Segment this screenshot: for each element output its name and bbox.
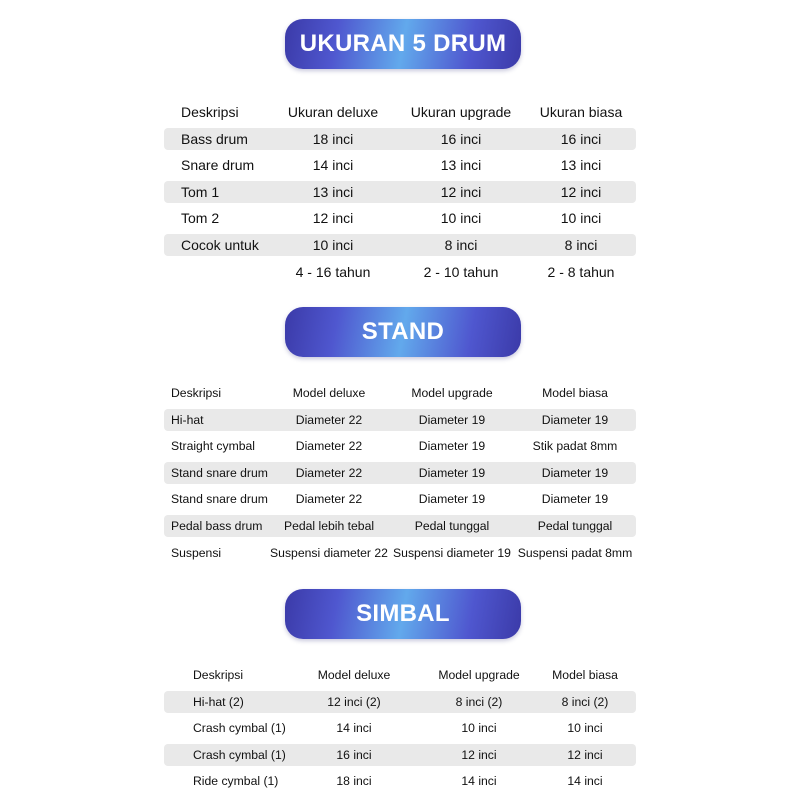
table-cell: 16 inci bbox=[336, 748, 372, 762]
cymbal-table bbox=[164, 662, 636, 800]
row-label: Stand snare drum bbox=[171, 492, 268, 506]
table-header-row bbox=[164, 101, 636, 123]
table-cell: 4 - 16 tahun bbox=[295, 264, 371, 280]
table-cell: 12 inci bbox=[461, 748, 497, 762]
table-cell: Diameter 19 bbox=[541, 466, 609, 480]
table-cell: 10 inci bbox=[567, 721, 603, 735]
table-cell: 8 inci (2) bbox=[561, 695, 609, 709]
table-cell: Suspensi diameter 19 bbox=[393, 546, 511, 560]
table-cell: 14 inci bbox=[567, 774, 603, 788]
table-row bbox=[164, 261, 636, 283]
header-cell: Model upgrade bbox=[438, 668, 520, 682]
table-row bbox=[164, 409, 636, 431]
table-cell: Diameter 22 bbox=[295, 413, 363, 427]
row-label: Bass drum bbox=[181, 131, 248, 147]
table-cell: 2 - 10 tahun bbox=[423, 264, 499, 280]
header-cell: Model deluxe bbox=[317, 668, 391, 682]
table-cell: 8 inci bbox=[564, 237, 598, 253]
table-cell: 12 inci bbox=[440, 184, 482, 200]
row-label: Hi-hat bbox=[171, 413, 204, 427]
row-label: Crash cymbal (1) bbox=[193, 748, 286, 762]
row-label: Tom 2 bbox=[181, 210, 220, 226]
section-title-banner-simbal bbox=[285, 589, 521, 639]
header-cell: Deskripsi bbox=[193, 668, 244, 682]
header-cell: Model biasa bbox=[542, 386, 608, 400]
drum-size-table bbox=[164, 99, 636, 289]
row-label: Suspensi bbox=[171, 546, 222, 560]
table-cell: 18 inci bbox=[336, 774, 372, 788]
table-cell: 18 inci bbox=[312, 131, 354, 147]
header-cell: Deskripsi bbox=[171, 386, 222, 400]
table-cell: 13 inci bbox=[312, 184, 354, 200]
row-label: Crash cymbal (1) bbox=[193, 721, 286, 735]
table-row bbox=[164, 515, 636, 537]
table-row bbox=[164, 488, 636, 510]
table-cell: 13 inci bbox=[440, 157, 482, 173]
table-cell: Diameter 19 bbox=[418, 413, 486, 427]
table-header-row bbox=[164, 382, 636, 404]
table-cell: Suspensi padat 8mm bbox=[517, 546, 633, 560]
header-cell: Deskripsi bbox=[181, 104, 239, 120]
table-cell: 8 inci (2) bbox=[455, 695, 503, 709]
table-cell: Pedal tunggal bbox=[537, 519, 613, 533]
header-cell: Model biasa bbox=[552, 668, 618, 682]
row-label: Cocok untuk bbox=[181, 237, 259, 253]
table-row bbox=[164, 462, 636, 484]
table-cell: 12 inci (2) bbox=[327, 695, 381, 709]
table-row bbox=[164, 181, 636, 203]
header-cell: Model deluxe bbox=[292, 386, 366, 400]
table-cell: 16 inci bbox=[560, 131, 602, 147]
section-title-banner-ukuran bbox=[285, 19, 521, 69]
table-cell: Suspensi diameter 22 bbox=[270, 546, 388, 560]
table-cell: 12 inci bbox=[567, 748, 603, 762]
table-cell: 14 inci bbox=[336, 721, 372, 735]
row-label: Tom 1 bbox=[181, 184, 220, 200]
table-cell: 10 inci bbox=[461, 721, 497, 735]
table-cell: Diameter 19 bbox=[541, 492, 609, 506]
table-row bbox=[164, 207, 636, 229]
table-row bbox=[164, 435, 636, 457]
section-title-banner-stand bbox=[285, 307, 521, 357]
table-cell: 13 inci bbox=[560, 157, 602, 173]
table-row bbox=[164, 154, 636, 176]
stand-table bbox=[164, 380, 636, 570]
section-title: STAND bbox=[361, 318, 445, 345]
table-cell: Diameter 22 bbox=[295, 492, 363, 506]
row-label: Straight cymbal bbox=[171, 439, 255, 453]
row-label: Hi-hat (2) bbox=[193, 695, 244, 709]
table-cell: 14 inci bbox=[461, 774, 497, 788]
table-header-row bbox=[164, 664, 636, 686]
table-cell: Pedal tunggal bbox=[414, 519, 490, 533]
table-cell: 10 inci bbox=[440, 210, 482, 226]
table-cell: 10 inci bbox=[312, 237, 354, 253]
table-cell: Diameter 19 bbox=[418, 439, 486, 453]
table-cell: Diameter 19 bbox=[418, 466, 486, 480]
table-cell: Diameter 22 bbox=[295, 439, 363, 453]
table-row bbox=[164, 542, 636, 564]
header-cell: Model upgrade bbox=[411, 386, 493, 400]
table-cell: Stik padat 8mm bbox=[532, 439, 618, 453]
table-cell: 16 inci bbox=[440, 131, 482, 147]
table-row bbox=[164, 770, 636, 792]
section-title: SIMBAL bbox=[356, 600, 450, 627]
table-cell: 10 inci bbox=[560, 210, 602, 226]
section-title: UKURAN 5 DRUM bbox=[299, 30, 507, 57]
table-cell: Diameter 19 bbox=[541, 413, 609, 427]
header-cell: Ukuran upgrade bbox=[410, 104, 512, 120]
table-row bbox=[164, 744, 636, 766]
table-row bbox=[164, 717, 636, 739]
table-cell: Diameter 22 bbox=[295, 466, 363, 480]
table-cell: 12 inci bbox=[560, 184, 602, 200]
row-label: Ride cymbal (1) bbox=[193, 774, 279, 788]
header-cell: Ukuran biasa bbox=[539, 104, 623, 120]
table-row bbox=[164, 234, 636, 256]
table-cell: 2 - 8 tahun bbox=[547, 264, 615, 280]
table-cell: 12 inci bbox=[312, 210, 354, 226]
row-label: Stand snare drum bbox=[171, 466, 268, 480]
row-label: Snare drum bbox=[181, 157, 255, 173]
table-cell: Diameter 19 bbox=[418, 492, 486, 506]
table-cell: Pedal lebih tebal bbox=[283, 519, 375, 533]
header-cell: Ukuran deluxe bbox=[287, 104, 379, 120]
table-row bbox=[164, 128, 636, 150]
table-cell: 8 inci bbox=[444, 237, 478, 253]
table-row bbox=[164, 691, 636, 713]
row-label: Pedal bass drum bbox=[171, 519, 263, 533]
table-cell: 14 inci bbox=[312, 157, 354, 173]
